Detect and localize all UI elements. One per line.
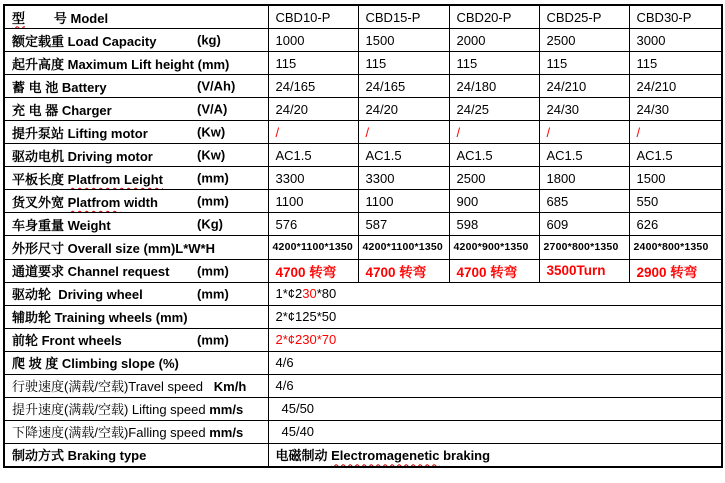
text-part: 3300 bbox=[275, 170, 305, 186]
spec-value-platform-length-3 bbox=[449, 167, 539, 190]
text-part: Platfrom bbox=[67, 194, 121, 210]
text-part: 额定载重 Load Capacity bbox=[12, 33, 157, 49]
spec-value-overall-size-4 bbox=[539, 236, 629, 259]
table-row-channel-request bbox=[4, 259, 722, 282]
text-part: CBD10-P bbox=[275, 9, 331, 25]
table-row-charger bbox=[4, 98, 722, 121]
text-part: 4700 转弯 bbox=[275, 264, 337, 280]
spec-value-platform-width-4 bbox=[539, 190, 629, 213]
spec-value-charger-3 bbox=[449, 98, 539, 121]
spec-value-load-capacity-2 bbox=[358, 29, 449, 52]
text-part: 爬 坡 度 Climbing slope (%) bbox=[12, 356, 179, 372]
table-row-climbing-slope bbox=[4, 351, 722, 374]
spec-value-driving-wheel bbox=[268, 282, 722, 305]
text-part: 4200*1100*1350 bbox=[272, 241, 353, 254]
text-part: AC1.5 bbox=[456, 147, 493, 163]
text-part: 1*¢2 bbox=[275, 286, 303, 302]
text-part: 2*¢230*70 bbox=[275, 332, 337, 348]
text-part: 45/40 bbox=[281, 424, 315, 440]
text-part: 号 Model bbox=[25, 10, 109, 26]
spec-value-max-lift-height-5 bbox=[629, 52, 722, 75]
spec-value-model-5 bbox=[629, 5, 722, 29]
text-part: 充 电 器 Charger bbox=[12, 102, 112, 118]
text-part: CBD20-P bbox=[456, 9, 512, 25]
spec-value-battery-4 bbox=[539, 75, 629, 98]
text-part: 24/165 bbox=[275, 78, 316, 94]
spec-value-lifting-speed bbox=[268, 397, 722, 420]
spec-value-driving-motor-4 bbox=[539, 144, 629, 167]
text-part: 24/165 bbox=[365, 78, 406, 94]
text-part: 24/210 bbox=[546, 78, 587, 94]
text-part: 576 bbox=[275, 216, 298, 232]
text-part: 4700 转弯 bbox=[456, 264, 518, 280]
table-row-platform-width bbox=[4, 190, 722, 213]
text-part: 1000 bbox=[275, 32, 305, 48]
text-part: mm/s bbox=[209, 425, 244, 441]
spec-label-overall-size bbox=[4, 236, 268, 259]
spec-value-battery-2 bbox=[358, 75, 449, 98]
spec-value-weight-2 bbox=[358, 213, 449, 236]
spec-value-overall-size-2 bbox=[358, 236, 449, 259]
table-row-falling-speed bbox=[4, 420, 722, 443]
spec-label-travel-speed bbox=[4, 374, 268, 397]
text-part: (V/Ah) bbox=[197, 78, 236, 94]
spec-value-model-3 bbox=[449, 5, 539, 29]
text-part: Electromagenetic bbox=[331, 448, 440, 464]
spec-value-load-capacity-4 bbox=[539, 29, 629, 52]
text-part: 1800 bbox=[546, 170, 576, 186]
table-row-braking-type bbox=[4, 443, 722, 467]
spec-value-channel-request-2 bbox=[358, 259, 449, 282]
spec-label-front-wheels bbox=[4, 328, 268, 351]
spec-value-driving-motor-1 bbox=[268, 144, 358, 167]
spec-value-load-capacity-1 bbox=[268, 29, 358, 52]
spec-value-model-4 bbox=[539, 5, 629, 29]
spec-value-charger-5 bbox=[629, 98, 722, 121]
spec-value-weight-4 bbox=[539, 213, 629, 236]
spec-value-charger-4 bbox=[539, 98, 629, 121]
text-part: (Kg) bbox=[197, 216, 223, 232]
text-part: 1100 bbox=[365, 193, 394, 209]
spec-value-max-lift-height-4 bbox=[539, 52, 629, 75]
text-part: 1100 bbox=[275, 193, 304, 209]
spec-value-platform-width-2 bbox=[358, 190, 449, 213]
text-part: 24/210 bbox=[636, 78, 677, 94]
text-part: 4/6 bbox=[275, 378, 294, 394]
text-part: / bbox=[546, 124, 551, 140]
spec-value-lifting-motor-2 bbox=[358, 121, 449, 144]
text-part: / bbox=[456, 124, 461, 140]
spec-value-platform-length-4 bbox=[539, 167, 629, 190]
spec-value-driving-motor-3 bbox=[449, 144, 539, 167]
text-part: 4200*1100*1350 bbox=[362, 241, 443, 254]
text-part: 3000 bbox=[636, 32, 666, 48]
spec-value-max-lift-height-1 bbox=[268, 52, 358, 75]
spec-label-platform-width bbox=[4, 190, 268, 213]
spec-value-overall-size-1 bbox=[268, 236, 358, 259]
spec-value-platform-length-5 bbox=[629, 167, 722, 190]
text-part: 电磁制动 bbox=[275, 448, 332, 464]
spec-value-falling-speed bbox=[268, 420, 722, 443]
text-part: / bbox=[275, 124, 280, 140]
spec-label-driving-wheel bbox=[4, 282, 268, 305]
text-part: 下降速度(满载/空载)Falling speed bbox=[12, 425, 210, 441]
text-part: 前轮 Front wheels bbox=[12, 333, 122, 349]
spec-value-battery-5 bbox=[629, 75, 722, 98]
text-part: / bbox=[636, 124, 641, 140]
text-part: 提升泵站 Lifting motor bbox=[12, 125, 148, 141]
text-part: 3300 bbox=[365, 170, 395, 186]
spec-value-lifting-motor-3 bbox=[449, 121, 539, 144]
table-row-max-lift-height bbox=[4, 52, 722, 75]
spec-value-platform-width-5 bbox=[629, 190, 722, 213]
spec-value-platform-width-1 bbox=[268, 190, 358, 213]
table-row-load-capacity bbox=[4, 29, 722, 52]
text-part: Km/h bbox=[213, 379, 247, 395]
text-part: 驱动电机 Driving motor bbox=[12, 148, 153, 164]
spec-label-battery bbox=[4, 75, 268, 98]
spec-label-falling-speed bbox=[4, 420, 268, 443]
text-part: 2500 bbox=[456, 170, 486, 186]
text-part: 2700*800*1350 bbox=[543, 241, 619, 254]
text-part: 提升速度(满载/空载) Lifting speed bbox=[12, 402, 210, 418]
text-part: 车身重量 Weight bbox=[12, 217, 111, 233]
text-part: CBD30-P bbox=[636, 9, 692, 25]
text-part: 行驶速度(满载/空载)Travel speed bbox=[12, 379, 203, 395]
text-part: 626 bbox=[636, 216, 659, 232]
text-part: 30 bbox=[302, 286, 317, 302]
text-part: 1500 bbox=[365, 32, 395, 48]
text-part: CBD15-P bbox=[365, 9, 421, 25]
spec-label-training-wheels bbox=[4, 305, 268, 328]
table-row-driving-motor bbox=[4, 144, 722, 167]
spec-label-model bbox=[4, 5, 268, 29]
table-row-weight bbox=[4, 213, 722, 236]
text-part: 2500 bbox=[546, 32, 576, 48]
text-part: 4200*900*1350 bbox=[453, 241, 529, 254]
text-part: mm/s bbox=[209, 402, 244, 418]
text-part: 4700 转弯 bbox=[365, 264, 427, 280]
text-part: 外形尺寸 Overall size (mm)L*W*H bbox=[12, 240, 215, 256]
text-part: 45/50 bbox=[281, 401, 315, 417]
text-part: (mm) bbox=[197, 193, 229, 209]
text-part: 115 bbox=[365, 55, 387, 71]
spec-value-max-lift-height-3 bbox=[449, 52, 539, 75]
spec-value-channel-request-4 bbox=[539, 259, 629, 282]
spec-value-platform-width-3 bbox=[449, 190, 539, 213]
spec-value-channel-request-5 bbox=[629, 259, 722, 282]
text-part: 1500 bbox=[636, 170, 666, 186]
spec-value-weight-3 bbox=[449, 213, 539, 236]
text-part: (mm) bbox=[197, 286, 229, 302]
spec-value-charger-1 bbox=[268, 98, 358, 121]
text-part: 4/6 bbox=[275, 355, 294, 371]
text-part: (Kw) bbox=[197, 147, 226, 163]
spec-value-platform-length-1 bbox=[268, 167, 358, 190]
spec-value-climbing-slope bbox=[268, 351, 722, 374]
text-part: width bbox=[120, 194, 158, 210]
text-part: Platfrom Leight bbox=[67, 171, 163, 187]
text-part: 24/20 bbox=[275, 101, 309, 117]
text-part: 587 bbox=[365, 216, 388, 232]
text-part: 2400*800*1350 bbox=[633, 241, 709, 254]
text-part: / bbox=[365, 124, 370, 140]
spec-value-weight-5 bbox=[629, 213, 722, 236]
text-part: 609 bbox=[546, 216, 569, 232]
spec-label-lifting-speed bbox=[4, 397, 268, 420]
spec-value-charger-2 bbox=[358, 98, 449, 121]
table-row-lifting-speed bbox=[4, 397, 722, 420]
table-row-battery bbox=[4, 75, 722, 98]
spec-value-channel-request-1 bbox=[268, 259, 358, 282]
spec-label-load-capacity bbox=[4, 29, 268, 52]
text-part: AC1.5 bbox=[365, 147, 402, 163]
text-part: (mm) bbox=[197, 332, 229, 348]
table-row-travel-speed bbox=[4, 374, 722, 397]
spec-label-channel-request bbox=[4, 259, 268, 282]
spec-value-load-capacity-5 bbox=[629, 29, 722, 52]
spec-label-braking-type bbox=[4, 443, 268, 467]
text-part: 制动方式 Braking type bbox=[12, 448, 147, 464]
table-row-front-wheels bbox=[4, 328, 722, 351]
text-part: 驱动轮 Driving wheel bbox=[12, 287, 143, 303]
text-part: 起升高度 Maximum Lift height (mm) bbox=[12, 56, 230, 72]
text-part: 115 bbox=[456, 55, 478, 71]
table-row-platform-length bbox=[4, 167, 722, 190]
spec-label-weight bbox=[4, 213, 268, 236]
spec-table bbox=[3, 4, 723, 468]
text-part: 550 bbox=[636, 193, 659, 209]
text-part: AC1.5 bbox=[275, 147, 312, 163]
table-row-training-wheels bbox=[4, 305, 722, 328]
text-part: braking bbox=[439, 448, 491, 464]
spec-value-model-2 bbox=[358, 5, 449, 29]
text-part: 24/180 bbox=[456, 78, 497, 94]
spec-value-lifting-motor-1 bbox=[268, 121, 358, 144]
spec-value-load-capacity-3 bbox=[449, 29, 539, 52]
spec-value-training-wheels bbox=[268, 305, 722, 328]
spec-value-overall-size-5 bbox=[629, 236, 722, 259]
text-part: AC1.5 bbox=[546, 147, 583, 163]
text-part: 115 bbox=[636, 55, 658, 71]
spec-value-front-wheels bbox=[268, 328, 722, 351]
text-part: 115 bbox=[546, 55, 568, 71]
spec-value-model-1 bbox=[268, 5, 358, 29]
spec-value-travel-speed bbox=[268, 374, 722, 397]
spec-value-braking-type bbox=[268, 443, 722, 467]
text-part: (V/A) bbox=[197, 101, 228, 117]
spec-label-platform-length bbox=[4, 167, 268, 190]
spec-label-lifting-motor bbox=[4, 121, 268, 144]
text-part: CBD25-P bbox=[546, 9, 602, 25]
text-part: 蓄 电 池 Battery bbox=[12, 79, 107, 95]
text-part: (mm) bbox=[197, 263, 229, 279]
text-part: (mm) bbox=[197, 170, 229, 186]
text-part: 24/25 bbox=[456, 101, 490, 117]
spec-label-charger bbox=[4, 98, 268, 121]
spec-value-driving-motor-2 bbox=[358, 144, 449, 167]
text-part: 598 bbox=[456, 216, 479, 232]
text-part: 900 bbox=[456, 193, 479, 209]
spec-value-overall-size-3 bbox=[449, 236, 539, 259]
text-part: (kg) bbox=[197, 32, 221, 48]
text-part: 2*¢125*50 bbox=[275, 309, 337, 325]
text-part: 24/20 bbox=[365, 101, 399, 117]
table-row-model bbox=[4, 5, 722, 29]
text-part: 辅助轮 Training wheels (mm) bbox=[12, 310, 188, 326]
spec-value-lifting-motor-5 bbox=[629, 121, 722, 144]
spec-value-platform-length-2 bbox=[358, 167, 449, 190]
spec-value-battery-3 bbox=[449, 75, 539, 98]
spec-value-weight-1 bbox=[268, 213, 358, 236]
text-part: 2000 bbox=[456, 32, 486, 48]
spec-label-max-lift-height bbox=[4, 52, 268, 75]
text-part: AC1.5 bbox=[636, 147, 673, 163]
table-row-overall-size bbox=[4, 236, 722, 259]
spec-value-lifting-motor-4 bbox=[539, 121, 629, 144]
text-part: (Kw) bbox=[197, 124, 226, 140]
text-part: 平板长度 bbox=[12, 171, 68, 187]
text-part: 115 bbox=[275, 55, 297, 71]
spec-label-climbing-slope bbox=[4, 351, 268, 374]
spec-value-driving-motor-5 bbox=[629, 144, 722, 167]
spec-value-battery-1 bbox=[268, 75, 358, 98]
spec-label-driving-motor bbox=[4, 144, 268, 167]
spec-value-max-lift-height-2 bbox=[358, 52, 449, 75]
text-part: 24/30 bbox=[636, 101, 670, 117]
text-part bbox=[203, 379, 214, 394]
table-row-lifting-motor bbox=[4, 121, 722, 144]
text-part: 型 bbox=[12, 10, 26, 26]
text-part: 3500Turn bbox=[546, 263, 606, 279]
text-part: 2900 转弯 bbox=[636, 264, 698, 280]
text-part: 货叉外宽 bbox=[12, 194, 68, 210]
text-part: 685 bbox=[546, 193, 569, 209]
text-part: *80 bbox=[316, 286, 337, 302]
text-part: 通道要求 Channel request bbox=[12, 264, 170, 280]
spec-value-channel-request-3 bbox=[449, 259, 539, 282]
text-part: 24/30 bbox=[546, 101, 580, 117]
table-row-driving-wheel bbox=[4, 282, 722, 305]
